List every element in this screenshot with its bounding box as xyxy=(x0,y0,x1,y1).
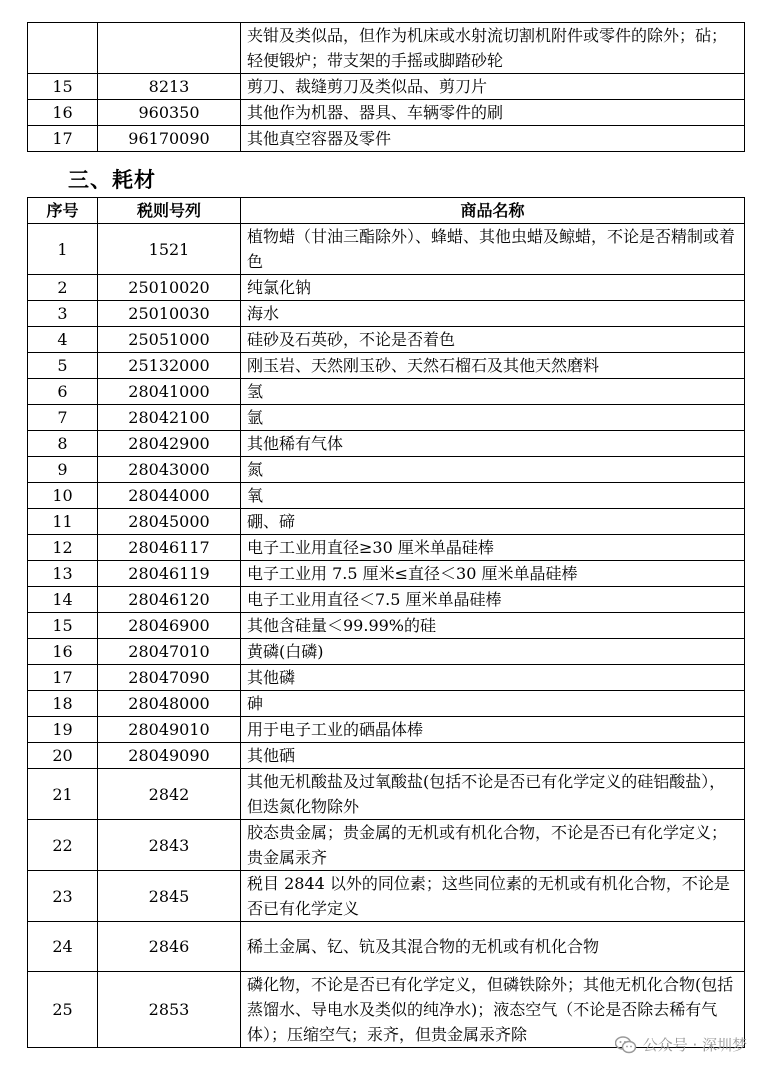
row-number: 5 xyxy=(28,353,98,379)
tariff-code: 2853 xyxy=(98,972,241,1048)
product-name: 胶态贵金属；贵金属的无机或有机化合物，不论是否已有化学定义；贵金属汞齐 xyxy=(241,820,745,871)
tariff-code: 28047010 xyxy=(98,639,241,665)
row-number: 15 xyxy=(28,613,98,639)
row-number: 17 xyxy=(28,665,98,691)
consumables-table xyxy=(27,197,745,1048)
tariff-code: 96170090 xyxy=(98,126,241,152)
product-name: 氧 xyxy=(241,483,745,509)
product-name: 其他无机酸盐及过氧酸盐(包括不论是否已有化学定义的硅铝酸盐），但迭氮化物除外 xyxy=(241,769,745,820)
table-row xyxy=(28,665,745,691)
product-name: 黄磷(白磷) xyxy=(241,639,745,665)
row-number: 9 xyxy=(28,457,98,483)
row-number: 6 xyxy=(28,379,98,405)
tariff-code: 25010030 xyxy=(98,301,241,327)
row-number: 18 xyxy=(28,691,98,717)
row-number: 19 xyxy=(28,717,98,743)
row-number xyxy=(28,23,98,74)
table-row xyxy=(28,561,745,587)
tariff-code: 2842 xyxy=(98,769,241,820)
product-name: 其他磷 xyxy=(241,665,745,691)
product-name: 纯氯化钠 xyxy=(241,275,745,301)
product-name: 其他硒 xyxy=(241,743,745,769)
product-name: 电子工业用直径≥30 厘米单晶硅棒 xyxy=(241,535,745,561)
tariff-code: 2845 xyxy=(98,871,241,922)
table-row xyxy=(28,431,745,457)
product-name: 磷化物，不论是否已有化学定义，但磷铁除外；其他无机化合物(包括蒸馏水、导电水及类似的纯净水)；液态空气（不论是否除去稀有气体）；压缩空气；汞齐，但贵金属汞齐除 xyxy=(241,972,745,1048)
tariff-code: 2843 xyxy=(98,820,241,871)
row-number: 13 xyxy=(28,561,98,587)
table-row xyxy=(28,23,745,74)
row-number: 11 xyxy=(28,509,98,535)
tariff-code: 28046117 xyxy=(98,535,241,561)
tariff-code: 28046900 xyxy=(98,613,241,639)
tariff-code: 28044000 xyxy=(98,483,241,509)
product-name: 海水 xyxy=(241,301,745,327)
product-name: 夹钳及类似品，但作为机床或水射流切割机附件或零件的除外；砧；轻便锻炉；带支架的手摇或脚踏砂轮 xyxy=(241,23,745,74)
tariff-code: 28041000 xyxy=(98,379,241,405)
table-row xyxy=(28,639,745,665)
table-row xyxy=(28,535,745,561)
product-name: 砷 xyxy=(241,691,745,717)
product-name: 氩 xyxy=(241,405,745,431)
row-number: 16 xyxy=(28,639,98,665)
row-number: 4 xyxy=(28,327,98,353)
row-number: 14 xyxy=(28,587,98,613)
row-number: 10 xyxy=(28,483,98,509)
product-name: 电子工业用直径＜7.5 厘米单晶硅棒 xyxy=(241,587,745,613)
product-name: 植物蜡（甘油三酯除外）、蜂蜡、其他虫蜡及鲸蜡，不论是否精制或着色 xyxy=(241,224,745,275)
row-number: 8 xyxy=(28,431,98,457)
watermark-text: 公众号 · 深圳梦 xyxy=(642,1036,747,1054)
section-title: 三、耗材 xyxy=(68,168,156,192)
table-row xyxy=(28,74,745,100)
product-name: 氮 xyxy=(241,457,745,483)
table-row xyxy=(28,405,745,431)
tariff-code: 1521 xyxy=(98,224,241,275)
header-code: 税则号列 xyxy=(98,198,241,224)
row-number: 17 xyxy=(28,126,98,152)
table-row xyxy=(28,691,745,717)
row-number: 20 xyxy=(28,743,98,769)
product-name: 硅砂及石英砂，不论是否着色 xyxy=(241,327,745,353)
tariff-code: 28042900 xyxy=(98,431,241,457)
tariff-code: 960350 xyxy=(98,100,241,126)
row-number: 24 xyxy=(28,922,98,972)
wechat-icon xyxy=(615,1036,637,1054)
table-row xyxy=(28,353,745,379)
tariff-code: 25051000 xyxy=(98,327,241,353)
tariff-code: 28049010 xyxy=(98,717,241,743)
tariff-code: 8213 xyxy=(98,74,241,100)
table-row xyxy=(28,483,745,509)
row-number: 25 xyxy=(28,972,98,1048)
row-number: 3 xyxy=(28,301,98,327)
product-name: 剪刀、裁缝剪刀及类似品、剪刀片 xyxy=(241,74,745,100)
table-row xyxy=(28,509,745,535)
table-row xyxy=(28,126,745,152)
table-row xyxy=(28,743,745,769)
table-row xyxy=(28,100,745,126)
table-row xyxy=(28,301,745,327)
product-name: 氢 xyxy=(241,379,745,405)
row-number: 1 xyxy=(28,224,98,275)
tariff-code: 25010020 xyxy=(98,275,241,301)
tariff-code: 28045000 xyxy=(98,509,241,535)
row-number: 22 xyxy=(28,820,98,871)
tariff-code: 25132000 xyxy=(98,353,241,379)
product-name: 硼、碲 xyxy=(241,509,745,535)
row-number: 7 xyxy=(28,405,98,431)
header-name: 商品名称 xyxy=(241,198,745,224)
tariff-code: 28042100 xyxy=(98,405,241,431)
watermark xyxy=(615,1034,747,1055)
row-number: 12 xyxy=(28,535,98,561)
tariff-code xyxy=(98,23,241,74)
product-name: 其他稀有气体 xyxy=(241,431,745,457)
product-name: 稀土金属、钇、钪及其混合物的无机或有机化合物 xyxy=(241,922,745,972)
table-row xyxy=(28,922,745,972)
tariff-code: 2846 xyxy=(98,922,241,972)
tariff-code: 28049090 xyxy=(98,743,241,769)
previous-items-table xyxy=(27,22,745,152)
table-row xyxy=(28,871,745,922)
row-number: 21 xyxy=(28,769,98,820)
header-number: 序号 xyxy=(28,198,98,224)
table-row xyxy=(28,717,745,743)
table-row xyxy=(28,327,745,353)
table-row xyxy=(28,820,745,871)
product-name: 其他作为机器、器具、车辆零件的刷 xyxy=(241,100,745,126)
row-number: 23 xyxy=(28,871,98,922)
row-number: 2 xyxy=(28,275,98,301)
table-header-row xyxy=(28,198,745,224)
table-row xyxy=(28,613,745,639)
product-name: 电子工业用 7.5 厘米≤直径＜30 厘米单晶硅棒 xyxy=(241,561,745,587)
table-row xyxy=(28,457,745,483)
product-name: 其他含硅量＜99.99%的硅 xyxy=(241,613,745,639)
table-row xyxy=(28,379,745,405)
row-number: 16 xyxy=(28,100,98,126)
table-row xyxy=(28,224,745,275)
row-number: 15 xyxy=(28,74,98,100)
tariff-code: 28043000 xyxy=(98,457,241,483)
consumables-table-body xyxy=(28,224,745,1048)
product-name: 用于电子工业的硒晶体棒 xyxy=(241,717,745,743)
product-name: 税目 2844 以外的同位素；这些同位素的无机或有机化合物，不论是否已有化学定义 xyxy=(241,871,745,922)
product-name: 刚玉岩、天然刚玉砂、天然石榴石及其他天然磨料 xyxy=(241,353,745,379)
table-row xyxy=(28,587,745,613)
tariff-code: 28047090 xyxy=(98,665,241,691)
product-name: 其他真空容器及零件 xyxy=(241,126,745,152)
tariff-code: 28046120 xyxy=(98,587,241,613)
table-row xyxy=(28,769,745,820)
tariff-code: 28046119 xyxy=(98,561,241,587)
tariff-code: 28048000 xyxy=(98,691,241,717)
table-row xyxy=(28,275,745,301)
